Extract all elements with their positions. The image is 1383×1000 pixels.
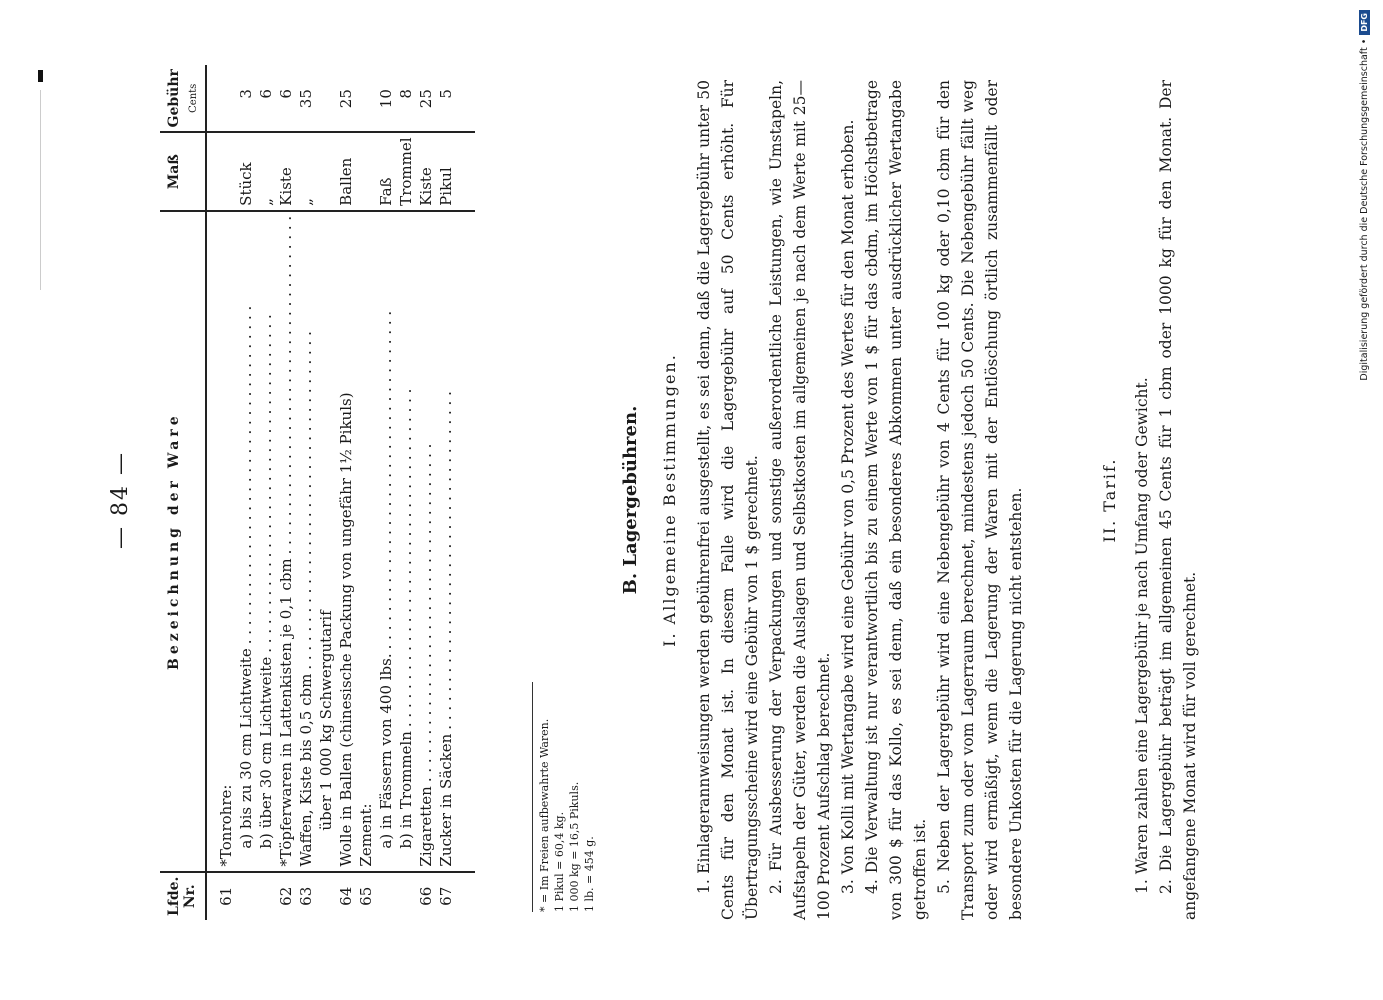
page-number: — 84 — [108,451,133,549]
description-text: Waffen, Kiste bis 0,5 cbm [297,670,315,867]
general-provisions [692,80,1028,920]
cell-description [316,211,336,872]
leader-dots: . . . . . . . . . . . . . . . . . . . . . . . . . . . . . . . . . . . . [257,314,275,653]
section-b-heading: B. Lagergebühren. [620,405,641,595]
paragraph: 4. Die Verwaltung ist nur verantwortlich bis zu einem Werte von 1 $ für das cbdm, im Höchstbetrage von 300 $ für das Kollo, es sei denn, daß ein besonderes Abkommen unter ausdrücklicher Wertangabe getroffen ist. [863,80,929,920]
cell-nr: 63 [296,872,316,920]
cell-unit: Faß [376,132,396,210]
paragraph: 1. Einlagerannweisungen werden gebührenfrei ausgestellt, es sei denn, daß die Lagergebühr unter 50 Cents für den Monat ist. In diesem Falle wird die Lagergebühr auf 50 Cents erhöht. Für Übertragungsscheine wird eine Gebühr von 1 $ gerechnet. [695,80,761,920]
cell-nr: 65 [356,872,376,920]
table-row [416,65,436,920]
cell-fee: 3 [237,89,255,99]
cell-fee: 6 [277,89,295,99]
scan-mark [38,70,43,82]
table-row [396,65,416,920]
cell-fee: 8 [397,89,415,99]
cell-unit: Kiste [416,132,436,210]
cell-description [236,211,256,872]
paragraph: 2. Die Lagergebühr beträgt im allgemeinen 45 Cents für 1 cbm oder 1000 kg für den Monat. Der angefangene Monat wird für voll gerechnet. [1157,80,1199,920]
cell-nr: 67 [436,872,475,920]
table-row [436,65,475,920]
leader-dots: . . . . . . . . . . . . . . . . . . . . . . . . . . . . . . . . . . . . [277,215,295,555]
leader-dots: . . . . . . . . . . . . . . . . . . . . . . . . . . . . . . . . . . . . [377,310,395,650]
cell-fee: 25 [417,89,435,109]
tariff-table [160,65,475,920]
table-row [256,65,276,920]
scan-edge-line [40,90,41,290]
section-ii-heading: II. Tarif. [1100,457,1119,543]
description-text: *Töpferwaren in Lattenkisten je 0,1 cbm [277,554,295,866]
cell-unit: Trommel [396,132,416,210]
tarif-provisions [1130,80,1202,920]
header-unit: Maß [160,132,206,210]
cell-nr [376,872,396,920]
table-row [276,65,296,920]
cell-nr: 62 [276,872,296,920]
cell-unit: Ballen [336,132,356,210]
cell-description [396,211,416,872]
header-description: Bezeichnung der Ware [160,211,206,872]
cell-nr: 64 [336,872,356,920]
cell-fee [206,65,236,132]
cell-unit: Pikul [436,132,475,210]
cell-unit: Stück [236,132,256,210]
cell-unit: Kiste [276,132,296,210]
footnote: * = Im Freien aufbewahrte Waren. [538,718,551,912]
cell-nr: 66 [416,872,436,920]
paragraph: 2. Für Ausbesserung der Verpackungen und sonstige außerordentliche Leistungen, wie Umstapeln, Aufstapeln der Güter, werden die Auslagen und Selbstkosten im allgemeinen je nach dem Werte mit 25—100 Prozent Aufschlag berechnet. [767,80,833,920]
cell-nr [396,872,416,920]
table-row [296,65,316,920]
cell-nr: 61 [206,872,236,920]
dfg-credit [1359,10,1375,630]
leader-dots: . . . . . . . . . . . . . . . . . . . . . . . . . . . . . . . . . . . . [397,388,415,728]
description-text: Zement: [357,799,375,866]
cell-unit: „ [296,132,316,210]
section-i-heading: I. Allgemeine Bestimmungen. [660,353,679,647]
table-row [356,65,376,920]
header-nr: Lfde. Nr. [160,872,206,920]
footnote: 1 lb. = 454 g. [583,836,596,912]
cell-description [296,211,316,872]
paragraph: 3. Von Kolli mit Wertangabe wird eine Gebühr von 0,5 Prozent des Wertes für den Monat erhoben. [839,119,857,894]
description-text: a) in Fässern von 400 lbs. [377,649,395,848]
rotated-page-content [100,69,1250,920]
description-text: Wolle in Ballen (chinesische Packung von ungefähr 1½ Pikuls) [337,388,355,866]
cell-description [376,211,396,872]
cell-unit [316,132,336,210]
cell-fee: 25 [337,89,355,109]
cell-nr [256,872,276,920]
table-row [206,65,236,920]
table-row [316,65,336,920]
description-text: Zigaretten [417,782,435,866]
cell-unit [206,132,236,210]
description-text: Zucker in Säcken [437,730,455,867]
cell-nr [236,872,256,920]
description-text: über 1 000 kg Schwergutarif [317,606,335,830]
header-fee-label: Gebühr [166,69,182,128]
cell-description [356,211,376,872]
footnote: 1 000 kg = 16,5 Pikuls. [568,781,581,912]
cell-description [416,211,436,872]
description-text: *Tonrohre: [217,781,235,867]
cell-description [276,211,296,872]
header-fee [160,65,206,132]
cell-fee: 35 [297,89,315,109]
paragraph: 1. Waren zahlen eine Lagergebühr je nach Umfang oder Gewicht. [1133,377,1151,894]
cell-fee [356,65,376,132]
cell-fee: 6 [257,89,275,99]
cell-description [336,211,356,872]
cell-description [436,211,475,872]
description-text: a) bis zu 30 cm Lichtweite [237,644,255,848]
table-header-row [160,65,206,920]
dfg-credit-text: Digitalisierung gefördert durch die Deutsche Forschungsgemeinschaft • [1359,38,1370,381]
cell-description [256,211,276,872]
cell-description [206,211,236,872]
leader-dots: . . . . . . . . . . . . . . . . . . . . . . . . . . . . . . . . . . . . [437,391,455,730]
cell-fee: 10 [377,89,395,109]
table-row [376,65,396,920]
description-text: b) über 30 cm Lichtweite [257,653,275,849]
table-row [236,65,256,920]
cell-unit [356,132,376,210]
cell-fee [316,65,336,132]
cell-unit: „ [256,132,276,210]
leader-dots: . . . . . . . . . . . . . . . . . . . . . . . . . . . . . . . . . . . . [297,331,315,670]
footnotes [532,682,597,912]
header-fee-unit: Cents [188,83,199,113]
leader-dots: . . . . . . . . . . . . . . . . . . . . . . . . . . . . . . . . . . . . [417,443,435,783]
table-row [336,65,356,920]
cell-fee: 5 [437,89,455,99]
cell-nr [316,872,336,920]
table-body [206,65,475,920]
description-text: b) in Trommeln [397,727,415,848]
footnote: 1 Pikul = 60,4 kg. [553,811,566,912]
leader-dots: . . . . . . . . . . . . . . . . . . . . . . . . . . . . . . . . . . . . [237,305,255,645]
paragraph: 5. Neben der Lagergebühr wird eine Nebengebühr von 4 Cents für 100 kg oder 0,10 cbm für den Transport zum oder vom Lagerraum berechnet, mindestens jedoch 50 Cents. Die Nebengebühr fällt weg oder wird ermäßigt, wenn die Lagerung der Waren mit der Entlöschung örtlich zusammenfällt oder besondere Unkosten für die Lagerung nicht entstehen. [935,80,1025,920]
dfg-logo: DFG [1359,10,1370,35]
